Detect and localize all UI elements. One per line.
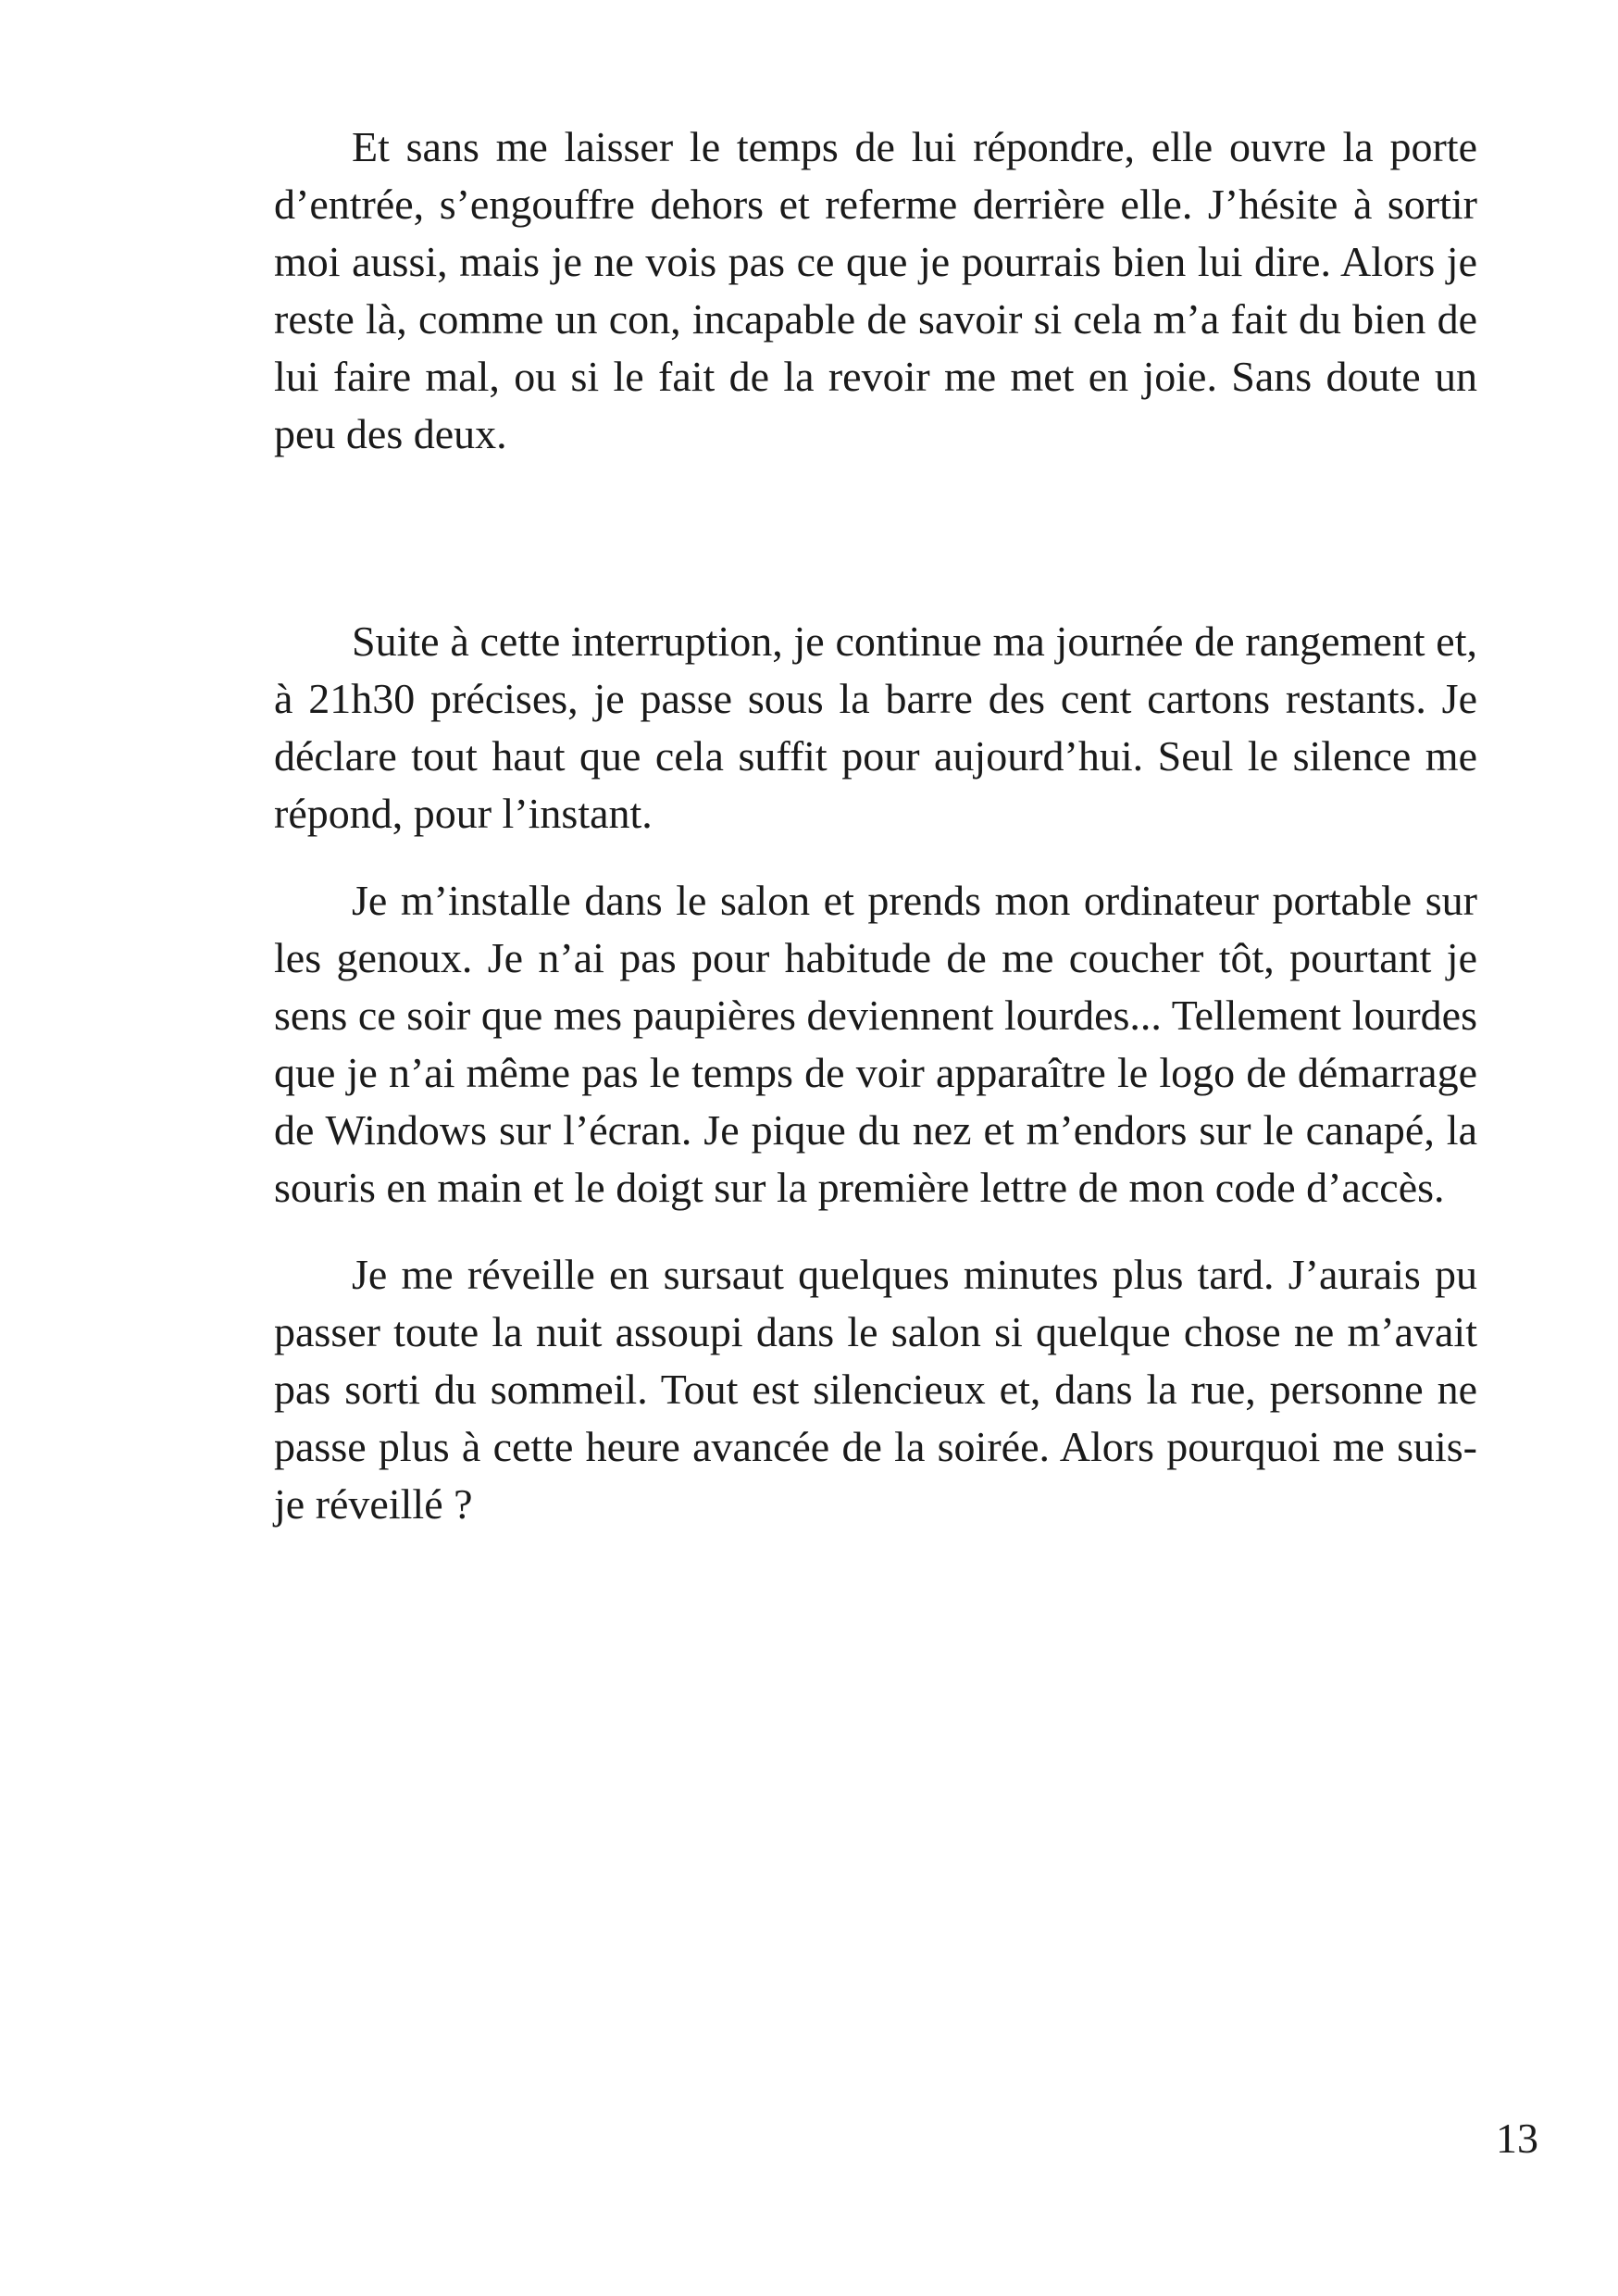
paragraph-4: Je me réveille en sursaut quelques minutes plus tard. J’aurais pu passer toute la nuit assoupi dans le salon si quelque chose ne m’avait pas sorti du sommeil. Tout est silencieux et, dans la rue, personne ne passe plus à cette heure avancée de la soirée. Alors pourquoi me suis-je réveillé ? <box>274 1251 1477 1528</box>
page-number: 13 <box>1496 2115 1538 2162</box>
body-text <box>274 119 1477 1533</box>
paragraph-3: Je m’installe dans le salon et prends mon ordinateur portable sur les genoux. Je n’ai pas pour habitude de me coucher tôt, pourtant je sens ce soir que mes paupières deviennent lourdes... Tellement lourdes que je n’ai même pas le temps de voir apparaître le logo de démarrage de Windows sur l’écran. Je pique du nez et m’endors sur le canapé, la souris en main et le doigt sur la première lettre de mon code d’accès. <box>274 877 1477 1211</box>
paragraph-2: Suite à cette interruption, je continue ma journée de rangement et, à 21h30 précises, je passe sous la barre des cent cartons restants. Je déclare tout haut que cela suffit pour aujourd’hui. Seul le silence me répond, pour l’instant. <box>274 618 1477 837</box>
paragraph-1: Et sans me laisser le temps de lui répondre, elle ouvre la porte d’entrée, s’engouffre dehors et referme derrière elle. J’hésite à sortir moi aussi, mais je ne vois pas ce que je pourrais bien lui dire. Alors je reste là, comme un con, incapable de savoir si cela m’a fait du bien de lui faire mal, ou si le fait de la revoir me met en joie. Sans doute un peu des deux. <box>274 123 1477 457</box>
